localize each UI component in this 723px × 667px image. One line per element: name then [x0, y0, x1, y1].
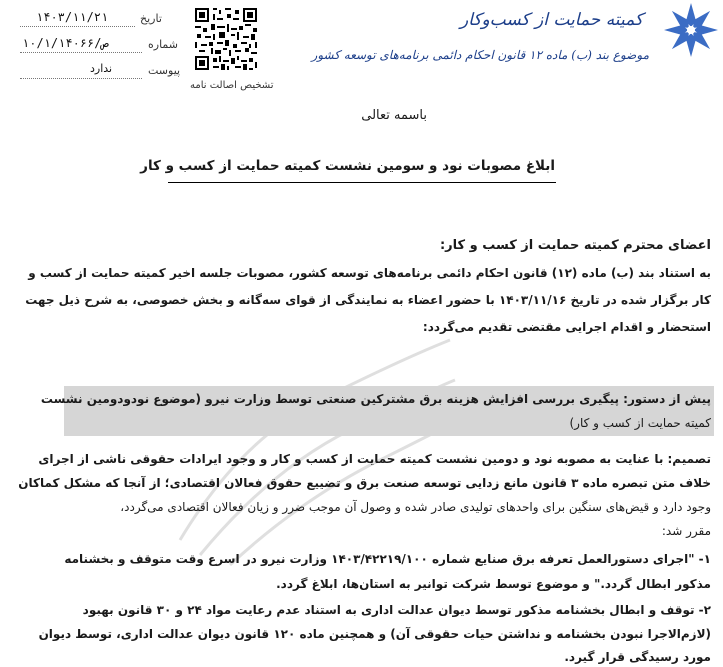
date-underline: [20, 26, 135, 27]
letter-title: ابلاغ مصوبات نود و سومین نشست کمیته حمایت از کسب و کار: [140, 158, 555, 174]
attachment-value: ندارد: [90, 62, 113, 75]
watermark-icon: [160, 320, 460, 570]
agenda-line: کمیته حمایت از کسب و کار): [569, 416, 711, 430]
decision-item-2: (لازم‌الاجرا نبودن بخشنامه و نداشتن حیات حقوقی آن) و همچنین ماده ۱۲۰ قانون دیوان عدالت اداری، توسط دیوان: [38, 627, 711, 641]
organization-name: کمیته حمایت از کسب‌وکار: [459, 10, 643, 30]
salutation: اعضای محترم کمیته حمایت از کسب و کار:: [439, 238, 711, 253]
number-label: شماره: [148, 38, 179, 51]
decision-line: تصمیم: با عنایت به مصوبه نود و دومین نشست کمیته حمایت از کسب و کار و وجود ایرادات حقوقی ناشی از اجرای: [38, 452, 711, 466]
decision-line: وجود دارد و قیض‌های سنگین برای واحدهای تولیدی صادر شده و وصول آن موجب ضرر و زیان فعالان اقتصادی می‌گردد،: [120, 500, 711, 514]
decision-item-2: مورد رسیدگی قرار گیرد.: [564, 650, 711, 664]
decision-item-1: ۱- "اجرای دستورالعمل تعرفه برق صنایع شماره ۱۴۰۳/۴۲۲۱۹/۱۰۰ وزارت نیرو در اسرع وقت متوقف و بخشنامه: [64, 552, 711, 566]
intro-line: کار برگزار شده در تاریخ ۱۴۰۳/۱۱/۱۶ با حضور اعضاء به نمایندگی از قوای سه‌گانه و بخش خصوصی، به شرح ذیل جهت: [25, 293, 711, 307]
date-value: ۱۴۰۳/۱۱/۲۱: [36, 10, 109, 24]
date-label: تاریخ: [140, 12, 162, 25]
organization-logo-icon: [663, 2, 719, 58]
organization-subject: موضوع بند (ب) ماده ۱۲ قانون احکام دائمی برنامه‌های توسعه کشور: [311, 48, 649, 62]
decision-item-1: مذکور ابطال گردد." و موضوع توسط شرکت توانیر به استان‌ها، ابلاغ گردد.: [276, 577, 711, 591]
decision-item-2: ۲- توقف و ابطال بخشنامه مذکور توسط دیوان عدالت اداری به استناد عدم رعایت مواد ۲۴ و ۳۰ قانون بهبود: [82, 603, 711, 617]
title-underline: [168, 182, 556, 183]
number-value: ۱۰/۱/۱۴۰۶۶/ص: [22, 36, 109, 50]
number-underline: [20, 52, 142, 53]
attachment-underline: [20, 78, 142, 79]
intro-line: استحضار و اقدام اجرایی مقتضی تقدیم می‌گردد:: [422, 320, 711, 334]
agenda-line: پیش از دستور: پیگیری بررسی افزایش هزینه برق مشترکین صنعتی توسط وزارت نیرو (موضوع نودودومین نشست: [40, 392, 711, 406]
attachment-label: پیوست: [148, 64, 181, 77]
qr-code-icon: [193, 6, 259, 72]
intro-line: به استناد بند (ب) ماده (۱۲) قانون احکام دائمی برنامه‌های توسعه کشور، مصوبات جلسه اخیر کمیته حمایت از کسب و: [28, 266, 711, 280]
decision-line: خلاف متن تبصره ماده ۳ قانون مانع زدایی توسعه صنعت برق و تضییع حقوق فعالان اقتصادی؛ از آنجا که مشکل کماکان: [18, 476, 711, 490]
decision-line: مقرر شد:: [661, 524, 711, 538]
qr-caption: تشخیص اصالت نامه: [190, 80, 274, 91]
invocation: باسمه تعالی: [361, 108, 427, 123]
